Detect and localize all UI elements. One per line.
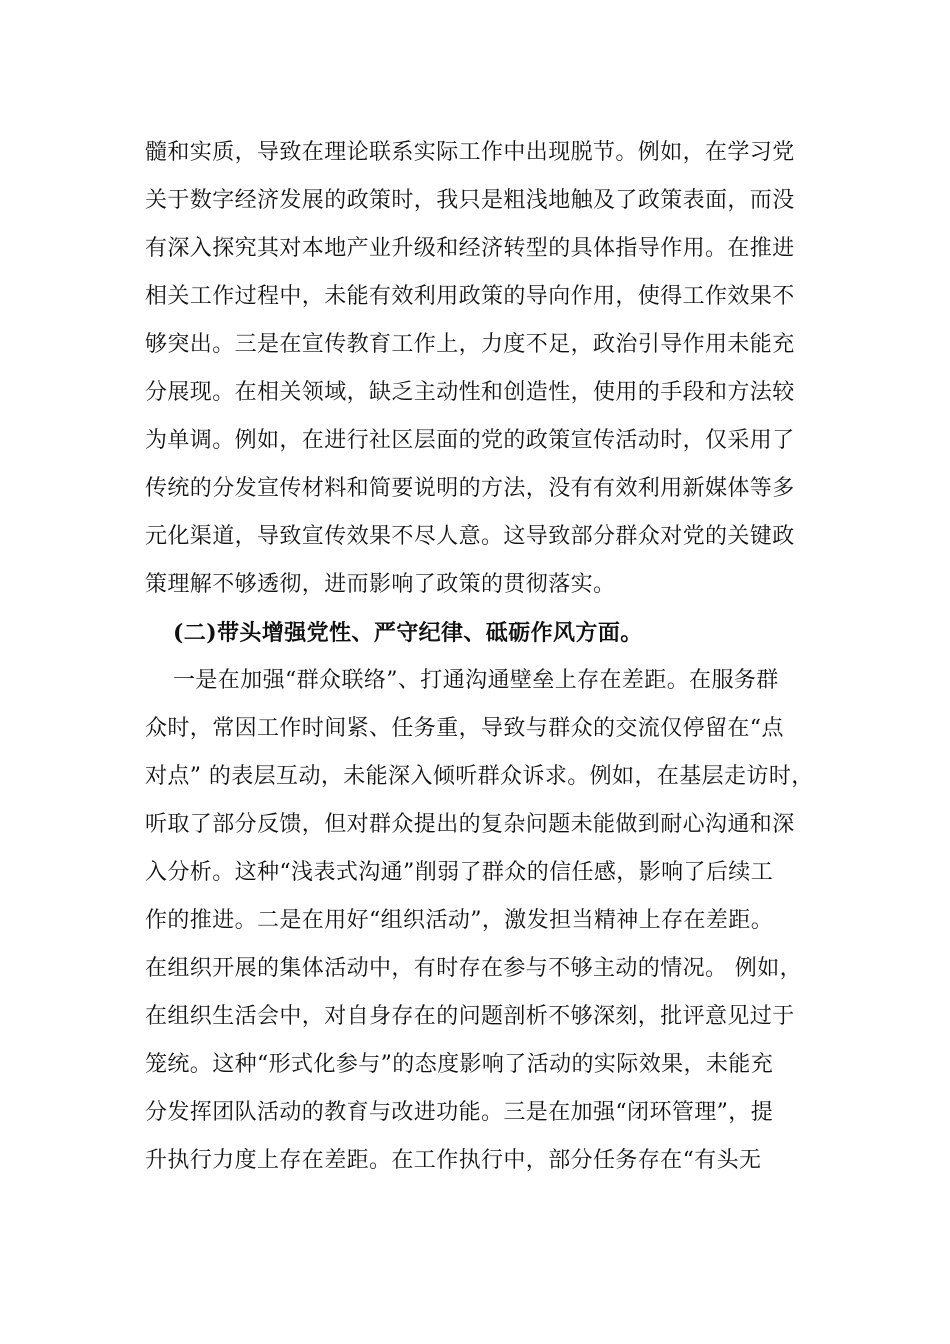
paragraph-line: 髓和实质，导致在理论联系实际工作中出现脱节。例如，在学习党: [145, 140, 795, 165]
paragraph-line: 入分析。这种“浅表式沟通”削弱了群众的信任感，影响了后续工: [145, 860, 774, 885]
paragraph-line: 够突出。三是在宣传教育工作上，力度不足，政治引导作用未能充: [145, 332, 795, 357]
paragraph-line: 传统的分发宣传材料和简要说明的方法，没有有效利用新媒体等多: [145, 476, 795, 501]
paragraph-line: 对点” 的表层互动，未能深入倾听群众诉求。例如，在基层走访时，: [145, 764, 814, 789]
paragraph-line: 元化渠道，导致宣传效果不尽人意。这导致部分群众对党的关键政: [145, 524, 795, 549]
paragraph-line: 听取了部分反馈，但对群众提出的复杂问题未能做到耐心沟通和深: [145, 812, 795, 837]
paragraph-line: 在组织开展的集体活动中，有时存在参与不够主动的情况。 例如，: [145, 956, 802, 981]
paragraph-line: 策理解不够透彻，进而影响了政策的贯彻落实。: [145, 572, 616, 597]
paragraph-line: 作的推进。二是在用好“组织活动”，激发担当精神上存在差距。: [145, 908, 774, 933]
paragraph-line: 一是在加强“群众联络”、打通沟通壁垒上存在差距。在服务群: [173, 668, 779, 693]
paragraph-line: 为单调。例如，在进行社区层面的党的政策宣传活动时，仅采用了: [145, 428, 795, 453]
paragraph-line: 在组织生活会中，对自身存在的问题剖析不够深刻，批评意见过于: [145, 1004, 795, 1029]
paragraph-line: 升执行力度上存在差距。在工作执行中，部分任务存在“有头无: [145, 1148, 762, 1173]
section-heading: (二)带头增强党性、严守纪律、砥砺作风方面。: [173, 620, 643, 646]
paragraph-line: 众时，常因工作时间紧、任务重，导致与群众的交流仅停留在“点: [145, 716, 784, 741]
paragraph-line: 相关工作过程中，未能有效利用政策的导向作用，使得工作效果不: [145, 284, 795, 309]
paragraph-line: 笼统。这种“形式化参与”的态度影响了活动的实际效果，未能充: [145, 1052, 774, 1077]
paragraph-line: 关于数字经济发展的政策时，我只是粗浅地触及了政策表面，而没: [145, 188, 795, 213]
paragraph-line: 分发挥团队活动的教育与改进功能。三是在加强“闭环管理”，提: [145, 1100, 774, 1125]
paragraph-line: 分展现。在相关领域，缺乏主动性和创造性，使用的手段和方法较: [145, 380, 795, 405]
paragraph-line: 有深入探究其对本地产业升级和经济转型的具体指导作用。在推进: [145, 236, 795, 261]
